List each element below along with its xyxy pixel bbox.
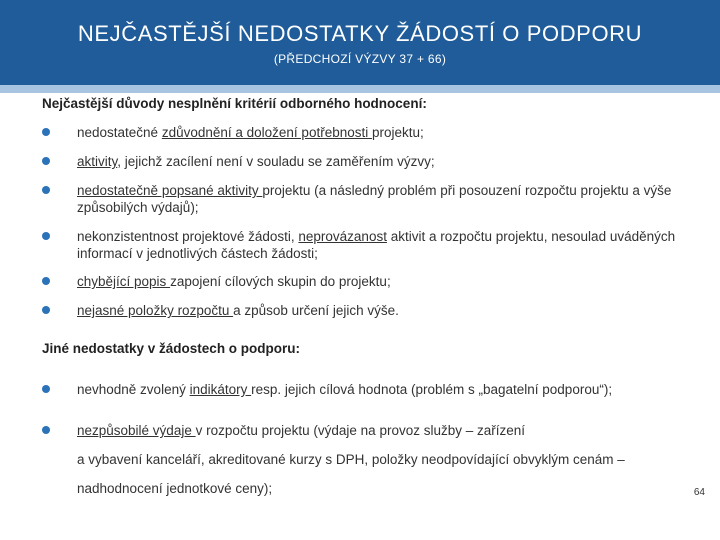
bullet-icon [42, 306, 50, 314]
bullet-icon [42, 232, 50, 240]
header-divider [0, 85, 720, 93]
bullet-icon [42, 186, 50, 194]
section-heading-evaluation: Nejčastější důvody nesplnění kritérií odborného hodnocení: [42, 96, 427, 111]
bullet-icon [42, 426, 50, 434]
bullet-icon [42, 385, 50, 393]
section-heading-other: Jiné nedostatky v žádostech o podporu: [42, 341, 301, 356]
bullet-icon [42, 128, 50, 136]
slide-subtitle: (PŘEDCHOZÍ VÝZVY 37 + 66) [273, 52, 447, 66]
page-number: 64 [693, 487, 705, 498]
bullet-icon [42, 277, 50, 285]
slide-title: NEJČASTĚJŠÍ NEDOSTATKY ŽÁDOSTÍ O PODPORU [77, 21, 643, 46]
bullet-icon [42, 157, 50, 165]
